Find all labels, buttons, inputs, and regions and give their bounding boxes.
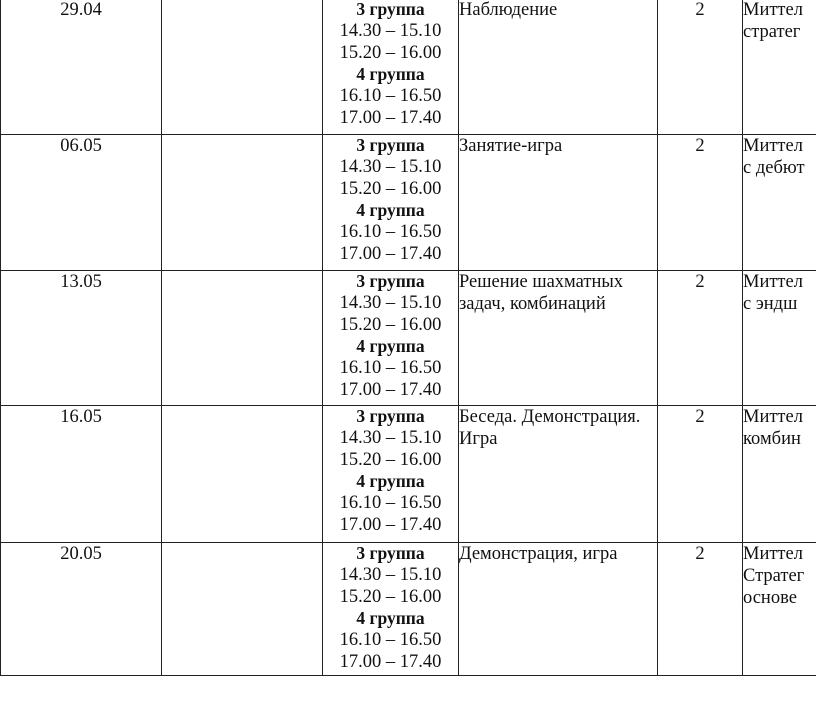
topic-line: Миттел	[743, 136, 803, 156]
hours-cell: 2	[658, 543, 743, 676]
time-slot: 14.30 – 15.10	[339, 565, 442, 585]
date-cell: 29.04	[1, 0, 162, 135]
topic-line: стратег	[743, 22, 801, 42]
group-label: 3 группа	[356, 543, 425, 563]
empty-cell	[162, 271, 323, 406]
empty-cell	[162, 543, 323, 676]
topic-cell	[743, 543, 816, 676]
empty-cell	[162, 406, 323, 543]
topic-line: Миттел	[743, 272, 803, 292]
table-row	[1, 543, 816, 676]
empty-cell	[162, 0, 323, 135]
date-cell: 20.05	[1, 543, 162, 676]
time-slot: 14.30 – 15.10	[339, 157, 442, 177]
time-slot: 15.20 – 16.00	[339, 450, 442, 470]
empty-cell	[162, 135, 323, 271]
topic-line: комбин	[743, 429, 801, 449]
time-cell	[323, 271, 459, 406]
date-cell: 13.05	[1, 271, 162, 406]
topic-line: Миттел	[743, 544, 803, 564]
topic-cell	[743, 135, 816, 271]
date-cell: 06.05	[1, 135, 162, 271]
time-cell	[323, 543, 459, 676]
topic-line: с эндш	[743, 294, 798, 314]
table-row	[1, 0, 816, 135]
time-slot: 15.20 – 16.00	[339, 179, 442, 199]
time-slot: 17.00 – 17.40	[339, 244, 442, 264]
time-slot: 15.20 – 16.00	[339, 587, 442, 607]
time-cell	[323, 135, 459, 271]
group-label: 3 группа	[356, 0, 425, 19]
hours-cell: 2	[658, 0, 743, 135]
time-slot: 14.30 – 15.10	[339, 293, 442, 313]
topic-line: Стратег	[743, 566, 805, 586]
lesson-form-cell: Демонстрация, игра	[459, 543, 658, 676]
topic-cell	[743, 271, 816, 406]
time-slot: 17.00 – 17.40	[339, 380, 442, 400]
lesson-form-cell: Занятие-игра	[459, 135, 658, 271]
group-label: 3 группа	[356, 406, 425, 426]
time-slot: 16.10 – 16.50	[339, 493, 442, 513]
group-label: 4 группа	[356, 471, 425, 491]
topic-line: Миттел	[743, 0, 803, 20]
time-slot: 15.20 – 16.00	[339, 315, 442, 335]
lesson-form-cell: Решение шахматных задач, комбинаций	[459, 271, 658, 406]
group-label: 3 группа	[356, 135, 425, 155]
lesson-form-cell: Наблюдение	[459, 0, 658, 135]
table-row	[1, 135, 816, 271]
topic-line: основе	[743, 588, 797, 608]
table-row	[1, 406, 816, 543]
table-row	[1, 271, 816, 406]
time-slot: 16.10 – 16.50	[339, 86, 442, 106]
hours-cell: 2	[658, 135, 743, 271]
time-slot: 17.00 – 17.40	[339, 652, 442, 672]
time-cell	[323, 0, 459, 135]
hours-cell: 2	[658, 271, 743, 406]
time-slot: 15.20 – 16.00	[339, 43, 442, 63]
topic-cell	[743, 0, 816, 135]
topic-line: Миттел	[743, 407, 803, 427]
topic-cell	[743, 406, 816, 543]
time-slot: 17.00 – 17.40	[339, 515, 442, 535]
group-label: 4 группа	[356, 64, 425, 84]
time-cell	[323, 406, 459, 543]
group-label: 4 группа	[356, 200, 425, 220]
time-slot: 14.30 – 15.10	[339, 428, 442, 448]
group-label: 3 группа	[356, 271, 425, 291]
time-slot: 16.10 – 16.50	[339, 222, 442, 242]
lesson-form-cell: Беседа. Демонстрация. Игра	[459, 406, 658, 543]
time-slot: 17.00 – 17.40	[339, 108, 442, 128]
hours-cell: 2	[658, 406, 743, 543]
topic-line: с дебют	[743, 158, 805, 178]
group-label: 4 группа	[356, 608, 425, 628]
date-cell: 16.05	[1, 406, 162, 543]
time-slot: 14.30 – 15.10	[339, 21, 442, 41]
time-slot: 16.10 – 16.50	[339, 358, 442, 378]
group-label: 4 группа	[356, 336, 425, 356]
time-slot: 16.10 – 16.50	[339, 630, 442, 650]
